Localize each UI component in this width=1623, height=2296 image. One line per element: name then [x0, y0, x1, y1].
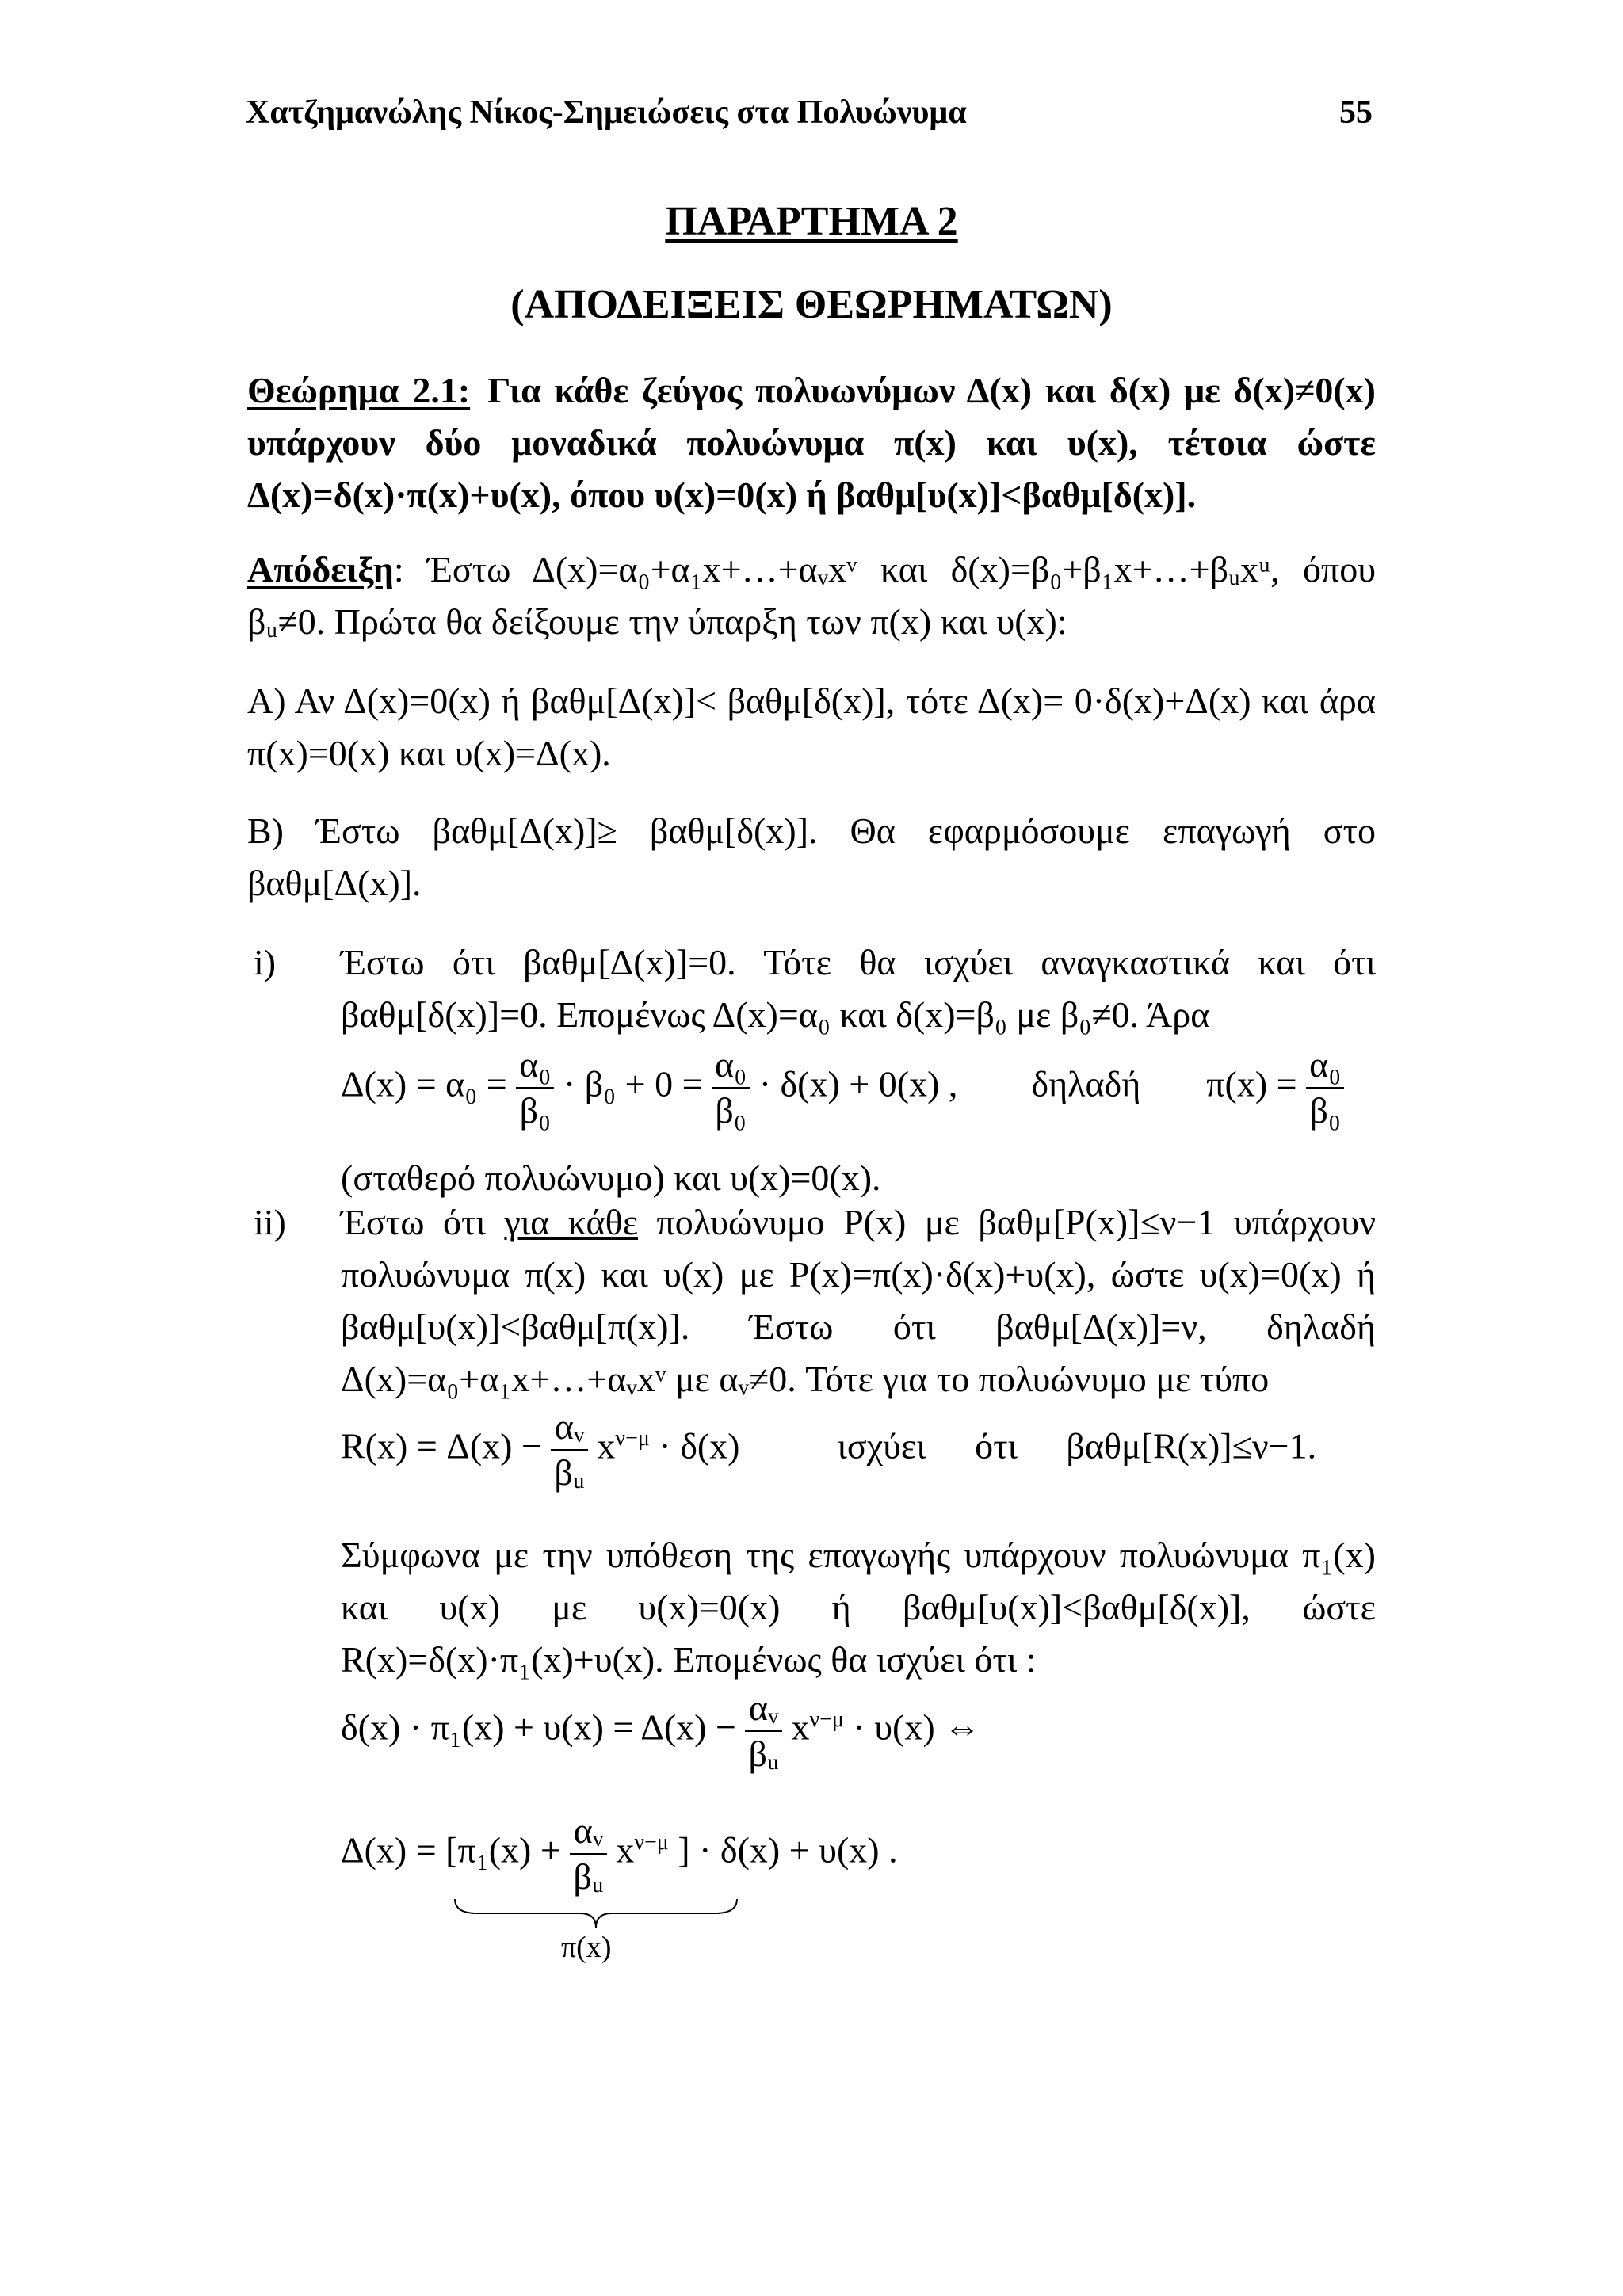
fraction-denominator: β₀	[519, 1090, 552, 1131]
fraction-bar	[516, 1087, 554, 1089]
formula-tail: ] · δ(x) + υ(x) .	[678, 1829, 898, 1871]
formula-exponent: ν−μ	[615, 1426, 650, 1451]
proof-intro	[247, 543, 1376, 648]
formula-tail: · υ(x) ⇔	[853, 1707, 981, 1748]
fraction-numerator: αᵥ	[573, 1810, 604, 1851]
underbrace	[453, 1897, 739, 1929]
fraction-bar	[712, 1087, 750, 1089]
proof-text: : Έστω Δ(x)=α₀+α₁x+…+αᵥxᵛ και δ(x)=β₀+β₁x+…+βᵤxᵘ, όπου βᵤ≠0. Πρώτα θα δείξουμε την ύπαρξη των π(x) και υ(x):	[247, 549, 1376, 642]
fraction-bar	[745, 1730, 781, 1732]
fraction	[1306, 1044, 1344, 1131]
case-a-paragraph: Α) Αν Δ(x)=0(x) ή βαθμ[Δ(x)]< βαθμ[δ(x)], τότε Δ(x)= 0·δ(x)+Δ(x) και άρα π(x)=0(x) και υ(x)=Δ(x).	[247, 681, 1376, 773]
formula-exponent: ν−μ	[809, 1707, 844, 1733]
formula-after: ισχύει ότι βαθμ[R(x)]≤ν−1.	[837, 1425, 1317, 1466]
formula-mid: · β₀ + 0 =	[563, 1063, 703, 1104]
fraction	[570, 1810, 606, 1897]
page-header	[246, 93, 1373, 141]
fraction-bar	[570, 1853, 606, 1855]
formula-lhs: Δ(x) = [π₁(x) +	[341, 1829, 561, 1871]
case-ii-emphasis: για κάθε	[504, 1202, 639, 1242]
formula-mid: · δ(x) + 0(x) ,	[758, 1063, 958, 1104]
formula-x: x	[791, 1707, 810, 1748]
appendix-title: ΠΑΡΑΡΤΗΜΑ 2	[665, 199, 958, 244]
formula-r-definition	[341, 1406, 1316, 1493]
fraction	[712, 1044, 750, 1131]
fraction-numerator: αᵥ	[554, 1406, 585, 1447]
formula-exponent: ν−μ	[634, 1830, 669, 1855]
underbrace-label: π(x)	[561, 1931, 612, 1964]
case-i-text: Έστω ότι βαθμ[Δ(x)]=0. Τότε θα ισχύει αναγκαστικά και ότι βαθμ[δ(x)]=0. Επομένως Δ(x)=α₀ και δ(x)=β₀ με β₀≠0. Άρα	[341, 942, 1376, 1035]
fraction-denominator: β₀	[715, 1090, 747, 1131]
fraction-denominator: βᵤ	[554, 1452, 585, 1493]
fraction	[551, 1406, 587, 1493]
proof-label: Απόδειξη	[247, 549, 394, 589]
case-ii-number: ii)	[254, 1202, 286, 1242]
formula-x: x	[616, 1829, 635, 1871]
formula-tail: · δ(x)	[659, 1425, 740, 1466]
formula-final	[341, 1810, 898, 1897]
fraction-numerator: α₀	[715, 1044, 747, 1085]
fraction-bar	[1306, 1087, 1344, 1089]
case-ii	[247, 1196, 1376, 1405]
formula-lhs: R(x) = Δ(x) −	[341, 1425, 542, 1466]
formula-word: δηλαδή	[1031, 1063, 1141, 1104]
formula-pi: π(x) =	[1206, 1063, 1297, 1104]
fraction-numerator: α₀	[1309, 1044, 1342, 1085]
formula-x: x	[597, 1425, 616, 1466]
formula-constant-case	[341, 1044, 1344, 1131]
fraction	[516, 1044, 554, 1131]
theorem-statement	[247, 364, 1376, 521]
formula-step	[341, 1688, 980, 1775]
fraction-numerator: αᵥ	[748, 1688, 779, 1728]
fraction-denominator: βᵤ	[748, 1733, 779, 1774]
running-title: Χατζημανώλης Νίκος-Σημειώσεις στα Πολυώνυμα	[246, 94, 967, 131]
page-number: 55	[1339, 94, 1373, 131]
case-i	[247, 936, 1376, 1041]
case-i-number: i)	[254, 942, 277, 982]
formula-lhs: Δ(x) = α₀ =	[341, 1063, 507, 1104]
appendix-subtitle: (ΑΠΟΔΕΙΞΕΙΣ ΘΕΩΡΗΜΑΤΩΝ)	[510, 282, 1113, 327]
case-b-paragraph: Β) Έστω βαθμ[Δ(x)]≥ βαθμ[δ(x)]. Θα εφαρμόσουμε επαγωγή στο βαθμ[Δ(x)].	[247, 810, 1376, 903]
induction-paragraph: Σύμφωνα με την υπόθεση της επαγωγής υπάρχουν πολυώνυμα π₁(x) και υ(x) με υ(x)=0(x) ή βαθμ[υ(x)]<βαθμ[δ(x)], ώστε R(x)=δ(x)·π₁(x)+υ(x). Επομένως θα ισχύει ότι :	[341, 1535, 1376, 1680]
fraction-denominator: β₀	[1309, 1090, 1341, 1131]
fraction-bar	[551, 1449, 587, 1451]
fraction	[745, 1688, 781, 1775]
case-ii-text-pre: Έστω ότι	[341, 1202, 505, 1242]
theorem-text: Για κάθε ζεύγος πολυωνύμων Δ(x) και δ(x) με δ(x)≠0(x) υπάρχουν δύο μοναδικά πολυώνυμα π(x) και υ(x), τέτοια ώστε Δ(x)=δ(x)·π(x)+υ(x), όπου υ(x)=0(x) ή βαθμ[υ(x)]<βαθμ[δ(x)].	[247, 370, 1376, 515]
theorem-label: Θεώρημα 2.1:	[247, 370, 471, 410]
case-ii-text-post: πολυώνυμο P(x) με βαθμ[P(x)]≤ν−1 υπάρχουν πολυώνυμα π(x) και υ(x) με P(x)=π(x)·δ(x)+υ(x), ώστε υ(x)=0(x) ή βαθμ[υ(x)]<βαθμ[π(x)]. Έστω ότι βαθμ[Δ(x)]=ν, δηλαδή Δ(x)=α₀+α₁x+…+αᵥxᵛ με αᵥ≠0. Τότε για το πολυώνυμο με τύπο	[341, 1202, 1377, 1399]
case-ii-text	[341, 1196, 1376, 1405]
case-i-conclusion: (σταθερό πολυώνυμο) και υ(x)=0(x).	[341, 1158, 881, 1198]
fraction-denominator: βᵤ	[573, 1856, 604, 1897]
formula-lhs: δ(x) · π₁(x) + υ(x) = Δ(x) −	[341, 1707, 736, 1748]
fraction-numerator: α₀	[519, 1044, 552, 1085]
